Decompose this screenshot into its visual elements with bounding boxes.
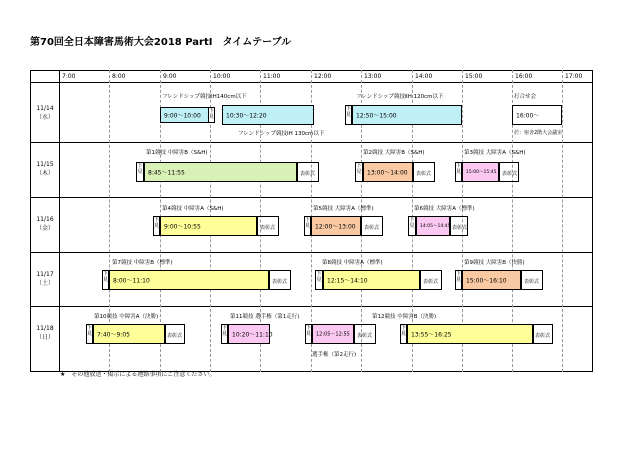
event-label: 第6競技 大障害A（標準) — [414, 206, 475, 212]
event-label: フレンドシップ競技ⅡH 120cm以下 — [356, 94, 444, 100]
tag-char: 下 — [456, 163, 462, 169]
tag-char: 下 — [87, 325, 93, 331]
event-label: 第5競技 大障害A（標準) — [313, 206, 374, 212]
time-range: 13:55〜16:25 — [411, 331, 452, 339]
tag-char: 下 — [154, 217, 160, 223]
inspection-tag — [455, 270, 462, 290]
award-label: 表彰式 — [364, 225, 380, 231]
hour-label: 17:00 — [565, 73, 583, 80]
inspection-tag — [208, 107, 215, 123]
award-label: 表彰式 — [423, 279, 439, 285]
event-label: 第7競技 中障害B（標準) — [112, 260, 173, 266]
time-range: 9:00〜10:00 — [164, 112, 201, 120]
award-ceremony — [413, 162, 435, 182]
tag-char: 下 — [137, 163, 143, 169]
inspection-tag — [153, 216, 160, 236]
day-weekday: （水） — [35, 114, 54, 121]
inspection-tag — [221, 324, 228, 344]
day-label-1115 — [30, 160, 60, 178]
event-label: 第10競技 中障害A（決勝) — [94, 314, 159, 320]
time-range: 10:30〜12:20 — [226, 112, 267, 120]
hour-label: 9:00 — [163, 73, 177, 80]
time-range: 9:00〜10:55 — [164, 223, 201, 231]
award-ceremony — [499, 162, 519, 182]
meeting-title: 打合せ会 — [514, 94, 537, 100]
schedule-block — [222, 105, 314, 125]
award-label: 表彰式 — [272, 279, 288, 285]
hour-gridline — [562, 70, 563, 372]
event-label: 第3競技 大障害A（S&H) — [464, 150, 526, 156]
tag-char: 見 — [209, 114, 215, 120]
day-date: 11/16 — [36, 216, 54, 223]
schedule-block — [228, 324, 273, 344]
award-label: 表彰式 — [357, 333, 373, 339]
event-label: 選手権（第2走行) — [312, 352, 357, 358]
award-ceremony — [354, 324, 376, 344]
award-ceremony — [533, 324, 553, 344]
time-range: 10:20〜11:10 — [232, 331, 273, 339]
tag-char: 見 — [305, 223, 311, 229]
tag-char: 見 — [103, 277, 109, 283]
time-range: 8:45〜11:55 — [148, 169, 185, 177]
tag-char: 見 — [409, 223, 415, 229]
hour-label: 13:00 — [364, 73, 382, 80]
day-label-1114 — [30, 104, 60, 122]
tag-char: 見 — [306, 331, 312, 337]
tag-char: 見 — [87, 331, 93, 337]
schedule-block — [144, 162, 297, 182]
time-range: 14:05〜14:45 — [420, 224, 451, 229]
award-ceremony — [361, 216, 383, 236]
inspection-tag — [400, 324, 407, 344]
inspection-tag — [345, 105, 352, 125]
time-range: 12:50〜15:00 — [356, 112, 397, 120]
time-range: 15:00〜16:10 — [466, 277, 507, 285]
tag-char: 見 — [137, 169, 143, 175]
award-label: 表彰式 — [167, 333, 183, 339]
schedule-block — [160, 107, 210, 123]
inspection-tag — [315, 270, 323, 290]
schedule-block — [416, 216, 450, 236]
tag-char: 下 — [346, 106, 352, 112]
page-title: 第70回全日本障害馬術大会2018 PartⅠ タイムテーブル — [30, 37, 292, 48]
day-date: 11/17 — [36, 271, 54, 278]
tag-char: 見 — [222, 331, 228, 337]
time-range: 13:00〜14:00 — [367, 169, 408, 177]
event-label: 第2競技 大障害B（S&H) — [363, 150, 425, 156]
tag-char: 下 — [401, 325, 407, 331]
award-label: 表彰式 — [260, 225, 276, 231]
tag-char: 下 — [305, 217, 311, 223]
tag-char: 見 — [346, 112, 352, 118]
inspection-tag — [408, 216, 416, 236]
tag-char: 下 — [456, 271, 462, 277]
day-weekday: （木） — [35, 170, 54, 177]
inspection-tag — [305, 324, 312, 344]
tag-char: 見 — [456, 169, 462, 175]
schedule-block — [312, 324, 354, 344]
award-label: 表彰式 — [452, 225, 468, 231]
award-label: 表彰式 — [502, 171, 518, 177]
event-label: 第4競技 中障害A（S&H) — [162, 206, 224, 212]
schedule-block — [407, 324, 533, 344]
event-label: 第12競技 中障害B（決勝) — [372, 314, 437, 320]
event-label: 第9競技 大障害B（決勝) — [464, 260, 525, 266]
inspection-tag — [304, 216, 311, 236]
event-label: フレンドシップ競技ⅠH 130cm以下 — [238, 131, 325, 137]
inspection-tag — [455, 162, 462, 182]
schedule-block — [462, 270, 521, 290]
hour-label: 14:00 — [415, 73, 433, 80]
meeting-block — [512, 105, 562, 125]
day-weekday: （金） — [35, 225, 54, 232]
time-range: 12:15〜14:10 — [327, 277, 368, 285]
schedule-block — [160, 216, 257, 236]
tag-char: 下 — [409, 217, 415, 223]
award-ceremony — [521, 270, 543, 290]
event-label: 第11競技 選手権（第1走行) — [230, 314, 300, 320]
tag-char: 下 — [306, 325, 312, 331]
day-date: 11/18 — [36, 325, 54, 332]
schedule-block — [363, 162, 413, 182]
tag-char: 下 — [222, 325, 228, 331]
day-label-1116 — [30, 215, 60, 233]
event-label: フレンドシップ競技ⅠH140cm以下 — [162, 94, 247, 100]
day-weekday: （土） — [35, 280, 54, 287]
time-range: 8:00〜11:10 — [113, 277, 150, 285]
hour-label: 11:00 — [263, 73, 281, 80]
time-range: 12:00〜13:00 — [315, 223, 356, 231]
award-ceremony — [257, 216, 279, 236]
tag-char: 見 — [401, 331, 407, 337]
hour-label: 15:00 — [465, 73, 483, 80]
schedule-block — [352, 105, 462, 125]
inspection-tag — [355, 162, 363, 182]
award-label: 表彰式 — [300, 171, 316, 177]
award-ceremony — [165, 324, 185, 344]
time-range: 12:05〜12:55 — [316, 331, 350, 338]
tag-char: 見 — [154, 223, 160, 229]
event-label: 第8競技 中障害A（標準) — [322, 260, 383, 266]
schedule-block — [93, 324, 165, 344]
tag-char: 見 — [356, 169, 362, 175]
event-label: 第1競技 中障害B（S&H) — [146, 150, 208, 156]
tag-char: 下 — [356, 163, 362, 169]
award-label: 表彰式 — [416, 171, 432, 177]
hour-label: 7:00 — [62, 73, 76, 80]
award-ceremony — [297, 162, 319, 182]
award-label: 表彰式 — [535, 333, 551, 339]
day-label-1118 — [30, 324, 60, 342]
tag-char: 下 — [209, 108, 215, 114]
schedule-block — [323, 270, 420, 290]
meeting-time: 16:00〜 — [516, 112, 540, 120]
inspection-tag — [136, 162, 144, 182]
tag-char: 下 — [103, 271, 109, 277]
award-ceremony — [450, 216, 468, 236]
footnote: ★ その他放送・掲示による連絡事項にご注意ください。 — [60, 371, 216, 378]
award-ceremony — [269, 270, 291, 290]
day-weekday: （日） — [35, 334, 54, 341]
hour-label: 10:00 — [213, 73, 231, 80]
time-range: 7:40〜9:05 — [97, 331, 130, 339]
inspection-tag — [86, 324, 93, 344]
hour-label: 16:00 — [515, 73, 533, 80]
schedule-block — [462, 162, 499, 182]
day-date: 11/15 — [36, 161, 54, 168]
schedule-block — [311, 216, 361, 236]
award-label: 表彰式 — [524, 279, 540, 285]
time-range: 15:00〜15:45 — [466, 170, 497, 175]
tag-char: 見 — [456, 277, 462, 283]
hour-label: 12:00 — [314, 73, 332, 80]
tag-char: 見 — [316, 277, 322, 283]
meeting-place: 於：宿舎2階大会議室 — [514, 130, 563, 136]
award-ceremony — [420, 270, 442, 290]
inspection-tag — [102, 270, 109, 290]
day-date: 11/14 — [36, 105, 54, 112]
schedule-block — [109, 270, 269, 290]
tag-char: 下 — [316, 271, 322, 277]
day-label-1117 — [30, 270, 60, 288]
hour-label: 8:00 — [112, 73, 126, 80]
